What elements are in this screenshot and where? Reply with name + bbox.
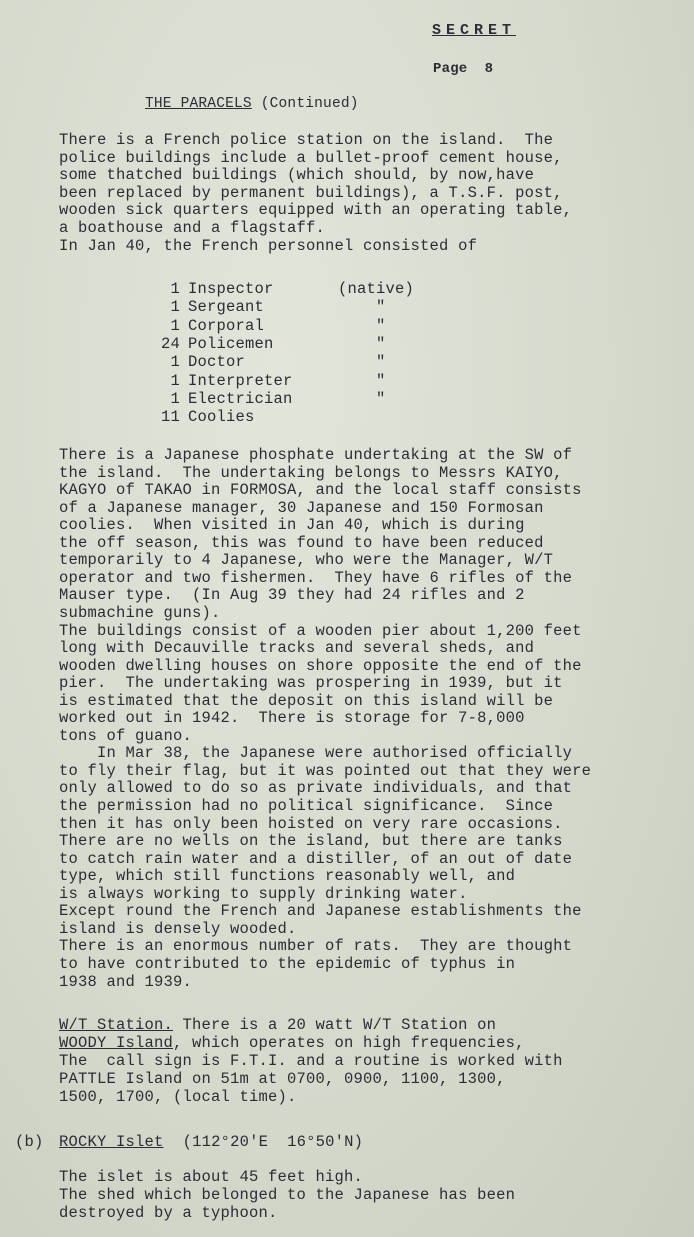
personnel-role: Corporal <box>188 316 265 335</box>
section-title-main: THE PARACELS <box>145 96 252 112</box>
text-line: submachine guns). <box>59 603 221 622</box>
text-line: the permission had no political significance. Since <box>59 797 554 815</box>
text-line: is estimated that the deposit on this island will be <box>59 691 554 710</box>
personnel-note: " <box>376 298 386 317</box>
text-line: wooden sick quarters equipped with an operating table, <box>59 201 573 220</box>
page-number: Page 8 <box>433 61 494 77</box>
rocky-islet-name: ROCKY Islet <box>59 1133 164 1151</box>
personnel-row <box>158 353 386 371</box>
text-line: The buildings consist of a wooden pier about 1,200 feet <box>59 621 582 640</box>
text-line: some thatched buildings (which should, by now,have <box>59 166 535 185</box>
text-line: The islet is about 45 feet high. <box>59 1168 364 1186</box>
text-line: pier. The undertaking was prospering in 1939, but it <box>59 674 563 693</box>
text-line: long with Decauville tracks and several sheds, and <box>59 639 535 658</box>
personnel-role: Electrician <box>188 389 293 408</box>
personnel-role: Inspector <box>188 280 274 298</box>
wt-station-line-3: The call sign is F.T.I. and a routine is worked with <box>59 1052 563 1070</box>
text-line: type, which still functions reasonably well, and <box>59 867 516 886</box>
section-title <box>145 95 359 113</box>
text-line: KAGYO of TAKAO in FORMOSA, and the local staff consists <box>59 481 582 500</box>
wt-station-text-1: There is a 20 watt W/T Station on <box>173 1016 497 1034</box>
personnel-row <box>158 298 386 316</box>
text-line: 1938 and 1939. <box>59 972 193 991</box>
text-line: is always working to supply drinking water. <box>59 884 468 903</box>
text-line: a boathouse and a flagstaff. <box>59 219 326 237</box>
text-line: the off season, this was found to have been reduced <box>59 533 544 552</box>
personnel-role: Policemen <box>188 334 274 353</box>
personnel-role: Coolies <box>188 408 255 427</box>
text-line: In Jan 40, the French personnel consisted of <box>59 236 478 255</box>
personnel-role: Interpreter <box>188 371 293 390</box>
personnel-count: 1 <box>170 316 180 335</box>
text-line: the island. The undertaking belongs to Messrs KAIYO, <box>59 463 563 482</box>
personnel-note: " <box>376 389 386 408</box>
wt-station-line-1 <box>59 1016 496 1034</box>
woody-island-name: WOODY Island <box>59 1034 174 1052</box>
text-line: to catch rain water and a distiller, of an out of date <box>59 849 573 868</box>
text-line: Mauser type. (In Aug 39 they had 24 rifles and 2 <box>59 586 525 605</box>
wt-station-label: W/T Station. <box>59 1016 174 1034</box>
text-line: The shed which belonged to the Japanese has been <box>59 1186 516 1204</box>
text-line: only allowed to do so as private individuals, and that <box>59 779 573 798</box>
personnel-row <box>158 390 386 408</box>
personnel-row <box>158 317 386 335</box>
personnel-count: 24 <box>160 334 180 353</box>
personnel-note: (native) <box>338 280 415 298</box>
text-line: temporarily to 4 Japanese, who were the Manager, W/T <box>59 551 554 570</box>
text-line: Except round the French and Japanese establishments the <box>59 902 582 921</box>
text-line: island is densely wooded. <box>59 919 297 938</box>
wt-station-text-2: , which operates on high frequencies, <box>173 1034 525 1052</box>
wt-station-line-2 <box>59 1034 525 1052</box>
text-line: worked out in 1942. There is storage for 7-8,000 <box>59 709 525 728</box>
text-line: to have contributed to the epidemic of typhus in <box>59 954 516 973</box>
text-line: of a Japanese manager, 30 Japanese and 150 Formosan <box>59 498 544 517</box>
text-line: There is a Japanese phosphate undertaking at the SW of <box>59 446 573 464</box>
section-b-marker: (b) <box>15 1133 44 1151</box>
text-line: There is a French police station on the island. The <box>59 131 554 149</box>
text-line: to fly their flag, but it was pointed out that they were <box>59 761 592 780</box>
personnel-count: 1 <box>170 280 180 298</box>
personnel-note: " <box>376 371 386 390</box>
section-b-heading <box>15 1133 363 1151</box>
text-line: In Mar 38, the Japanese were authorised officially <box>59 744 573 763</box>
personnel-row <box>158 408 376 426</box>
rocky-islet-coordinates: (112°20'E 16°50'N) <box>163 1133 364 1151</box>
personnel-count: 1 <box>170 353 180 372</box>
text-line: There is an enormous number of rats. They are thought <box>59 937 573 956</box>
personnel-count: 1 <box>170 389 180 408</box>
text-line: coolies. When visited in Jan 40, which is during <box>59 516 525 535</box>
section-title-suffix: (Continued) <box>251 96 359 112</box>
personnel-row <box>158 280 414 298</box>
personnel-count: 1 <box>170 298 180 317</box>
personnel-row <box>158 335 386 353</box>
personnel-note: " <box>376 334 386 353</box>
wt-station-line-5: 1500, 1700, (local time). <box>59 1088 297 1106</box>
personnel-role: Sergeant <box>188 298 265 317</box>
text-line: tons of guano. <box>59 726 193 745</box>
personnel-count: 11 <box>160 408 180 427</box>
text-line: police buildings include a bullet-proof cement house, <box>59 148 563 167</box>
wt-station-line-4: PATTLE Island on 51m at 0700, 0900, 1100, 1300, <box>59 1070 506 1088</box>
personnel-note: " <box>376 353 386 372</box>
text-line: There are no wells on the island, but there are tanks <box>59 832 563 851</box>
text-line: been replaced by permanent buildings), a T.S.F. post, <box>59 183 563 202</box>
personnel-role: Doctor <box>188 353 246 372</box>
text-line: wooden dwelling houses on shore opposite the end of the <box>59 656 582 675</box>
personnel-count: 1 <box>170 371 180 390</box>
classification-marking: SECRET <box>432 22 517 39</box>
text-line: then it has only been hoisted on very rare occasions. <box>59 814 563 833</box>
personnel-row <box>158 372 386 390</box>
text-line: operator and two fishermen. They have 6 rifles of the <box>59 568 573 587</box>
personnel-note: " <box>376 316 386 335</box>
text-line: destroyed by a typhoon. <box>59 1204 278 1222</box>
